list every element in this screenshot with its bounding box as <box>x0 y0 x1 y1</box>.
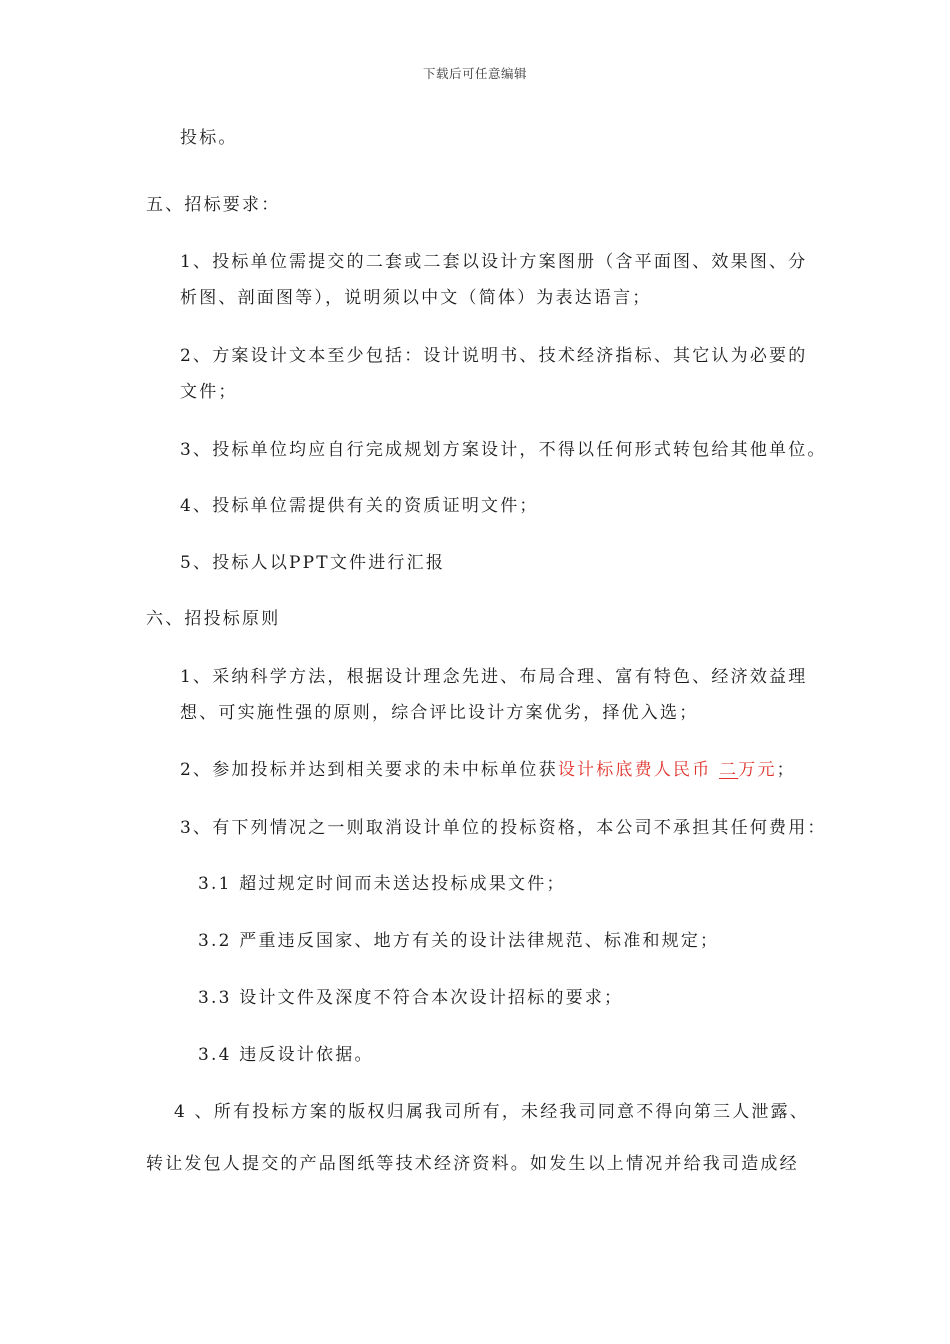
text-line: 1、投标单位需提交的二套或二套以设计方案图册（含平面图、效果图、分 <box>180 252 808 272</box>
text-line: 3、投标单位均应自行完成规划方案设计，不得以任何形式转包给其他单位。 <box>180 440 827 460</box>
sub-item-3-3: 3.3 设计文件及深度不符合本次设计招标的要求； <box>198 988 624 1008</box>
text-line: 4、投标单位需提供有关的资质证明文件； <box>180 496 539 516</box>
text-line-fee <box>180 760 796 780</box>
text-line: 5、投标人以PPT文件进行汇报 <box>180 553 446 573</box>
fee-highlight: 设计标底费人民币 <box>557 760 720 780</box>
text-line: 转让发包人提交的产品图纸等技术经济资料。如发生以上情况并给我司造成经 <box>146 1154 799 1174</box>
text-line: 4 、所有投标方案的版权归属我司所有，未经我司同意不得向第三人泄露、 <box>174 1102 810 1122</box>
fee-amount-underlined: 二 <box>719 760 739 780</box>
fee-end: ； <box>776 760 796 780</box>
text-line: 文件； <box>180 382 238 402</box>
text-line: 2、方案设计文本至少包括：设计说明书、技术经济指标、其它认为必要的 <box>180 346 808 366</box>
text-line: 想、可实施性强的原则，综合评比设计方案优劣，择优入选； <box>180 703 699 723</box>
fee-prefix: 2、参加投标并达到相关要求的未中标单位获 <box>180 760 558 780</box>
text-line: 3、有下列情况之一则取消设计单位的投标资格，本公司不承担其任何费用： <box>180 818 827 838</box>
sub-item-3-4: 3.4 违反设计依据。 <box>198 1045 374 1065</box>
fee-unit: 万元 <box>738 760 777 780</box>
section-heading-6: 六、招投标原则 <box>146 609 281 629</box>
page-header: 下载后可任意编辑 <box>422 66 527 81</box>
text-line: 析图、剖面图等），说明须以中文（简体）为表达语言； <box>180 288 652 308</box>
sub-item-3-1: 3.1 超过规定时间而未送达投标成果文件； <box>198 874 566 894</box>
section-heading-5: 五、招标要求： <box>146 195 281 215</box>
sub-item-3-2: 3.2 严重违反国家、地方有关的设计法律规范、标准和规定； <box>198 931 720 951</box>
text-line: 1、采纳科学方法，根据设计理念先进、布局合理、富有特色、经济效益理 <box>180 667 808 687</box>
text-line: 投标。 <box>180 128 238 148</box>
